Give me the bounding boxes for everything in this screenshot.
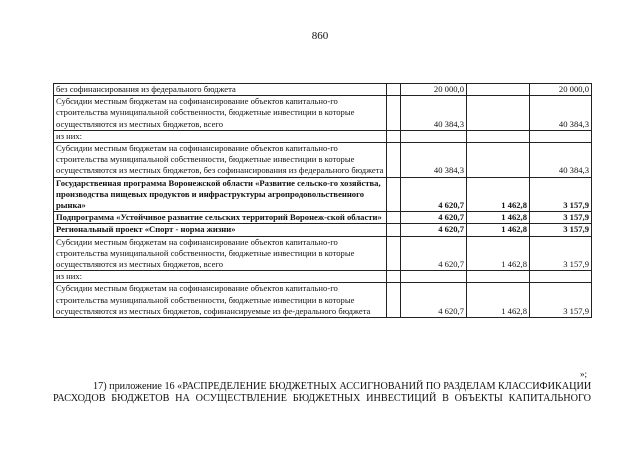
spacer-cell bbox=[387, 130, 401, 142]
row-name: Субсидии местным бюджетам на софинансирование объектов капитально-го строительства муниципальной собственности, бюджетные инвестиции в которые осуществляются из местных бюджетов, всего bbox=[54, 236, 387, 271]
spacer-cell bbox=[387, 96, 401, 131]
amount-v3: 3 157,9 bbox=[530, 212, 592, 224]
spacer-cell bbox=[387, 236, 401, 271]
amount-v3: 3 157,9 bbox=[530, 283, 592, 318]
amount-v2: 1 462,8 bbox=[467, 177, 530, 212]
row-name: из них: bbox=[54, 271, 387, 283]
amount-v3: 3 157,9 bbox=[530, 236, 592, 271]
footer-line-2: РАСХОДОВ БЮДЖЕТОВ НА ОСУЩЕСТВЛЕНИЕ БЮДЖЕТНЫХ ИНВЕСТИЦИЙ В ОБЪЕКТЫ КАПИТАЛЬНОГО bbox=[53, 393, 591, 404]
table-row bbox=[54, 224, 592, 236]
amount-v2: 1 462,8 bbox=[467, 283, 530, 318]
row-name: Государственная программа Воронежской области «Развитие сельско-го хозяйства, производства пищевых продуктов и инфраструктуры агропродовольственного рынка» bbox=[54, 177, 387, 212]
spacer-cell bbox=[387, 224, 401, 236]
amount-v2: 1 462,8 bbox=[467, 224, 530, 236]
amount-v1: 40 384,3 bbox=[401, 96, 467, 131]
row-name: из них: bbox=[54, 130, 387, 142]
page-number: 860 bbox=[311, 30, 329, 42]
amount-v1: 4 620,7 bbox=[401, 236, 467, 271]
amount-v2: 1 462,8 bbox=[467, 212, 530, 224]
spacer-cell bbox=[387, 143, 401, 178]
spacer-cell bbox=[387, 212, 401, 224]
row-name: без софинансирования из федерального бюджета bbox=[54, 84, 387, 96]
table-row bbox=[54, 177, 592, 212]
table-row bbox=[54, 212, 592, 224]
row-name: Подпрограмма «Устойчивое развитие сельских территорий Воронеж-ской области» bbox=[54, 212, 387, 224]
amount-v1 bbox=[401, 271, 467, 283]
table-row bbox=[54, 96, 592, 131]
amount-v1: 20 000,0 bbox=[401, 84, 467, 96]
amount-v2 bbox=[467, 130, 530, 142]
amount-v1: 4 620,7 bbox=[401, 283, 467, 318]
row-name: Субсидии местным бюджетам на софинансирование объектов капитально-го строительства муниципальной собственности, бюджетные инвестиции в которые осуществляются из местных бюджетов, софинансируемые из фе-дерального бюджета bbox=[54, 283, 387, 318]
spacer-cell bbox=[387, 283, 401, 318]
amount-v3 bbox=[530, 130, 592, 142]
spacer-cell bbox=[387, 177, 401, 212]
amount-v1: 4 620,7 bbox=[401, 212, 467, 224]
amount-v2 bbox=[467, 271, 530, 283]
amount-v1 bbox=[401, 130, 467, 142]
table-row bbox=[54, 283, 592, 318]
table-row bbox=[54, 271, 592, 283]
spacer-cell bbox=[387, 271, 401, 283]
amount-v1: 4 620,7 bbox=[401, 224, 467, 236]
amount-v3 bbox=[530, 271, 592, 283]
amount-v2 bbox=[467, 84, 530, 96]
amount-v2: 1 462,8 bbox=[467, 236, 530, 271]
table-row bbox=[54, 130, 592, 142]
row-name: Субсидии местным бюджетам на софинансирование объектов капитально-го строительства муниципальной собственности, бюджетные инвестиции в которые осуществляются из местных бюджетов, без софинансирования из федерального бюджета bbox=[54, 143, 387, 178]
amount-v2 bbox=[467, 96, 530, 131]
amount-v2 bbox=[467, 143, 530, 178]
row-name: Региональный проект «Спорт - норма жизни» bbox=[54, 224, 387, 236]
spacer-cell bbox=[387, 84, 401, 96]
amount-v1: 40 384,3 bbox=[401, 143, 467, 178]
amount-v3: 3 157,9 bbox=[530, 177, 592, 212]
amount-v1: 4 620,7 bbox=[401, 177, 467, 212]
budget-table bbox=[53, 83, 592, 318]
row-name: Субсидии местным бюджетам на софинансирование объектов капитально-го строительства муниципальной собственности, бюджетные инвестиции в которые осуществляются из местных бюджетов, всего bbox=[54, 96, 387, 131]
table-row bbox=[54, 84, 592, 96]
amount-v3: 40 384,3 bbox=[530, 96, 592, 131]
amount-v3: 40 384,3 bbox=[530, 143, 592, 178]
amount-v3: 20 000,0 bbox=[530, 84, 592, 96]
quote-end: »; bbox=[580, 369, 588, 379]
table-row bbox=[54, 236, 592, 271]
table-row bbox=[54, 143, 592, 178]
footer-line-1: 17) приложение 16 «РАСПРЕДЕЛЕНИЕ БЮДЖЕТНЫХ АССИГНОВАНИЙ ПО РАЗДЕЛАМ КЛАССИФИКАЦИИ bbox=[93, 381, 592, 392]
amount-v3: 3 157,9 bbox=[530, 224, 592, 236]
